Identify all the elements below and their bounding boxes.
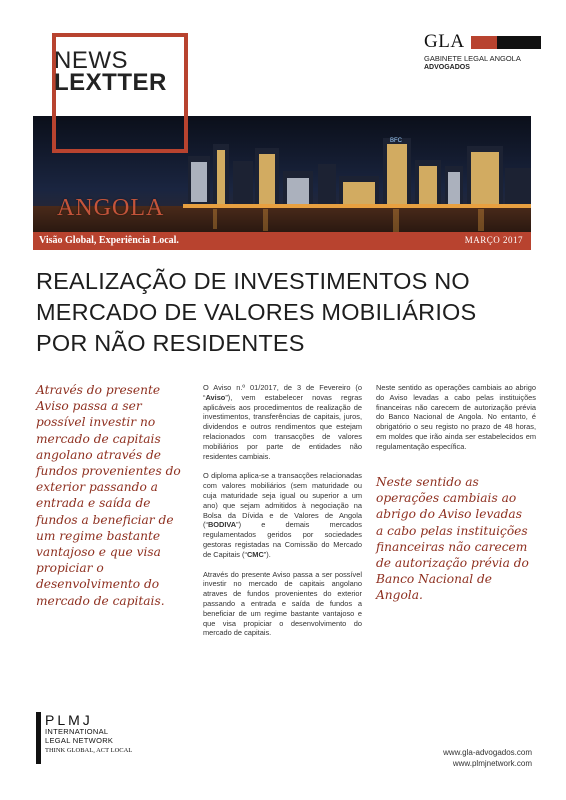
body-paragraph: Através do presente Aviso passa a ser possível investir no mercado de capitais angolano atraves de fundos provenientes do exterior passando a entrada e saída de fundos a beneficiar de um regime bastante vantajoso e que visa propiciar o desenvolvimento do mercado de capitais.: [203, 569, 362, 638]
plmj-sub1: INTERNATIONAL: [45, 727, 109, 736]
title-line: POR NÃO RESIDENTES: [36, 330, 305, 356]
title-line: REALIZAÇÃO DE INVESTIMENTOS NO: [36, 268, 470, 294]
body-paragraph: O diploma aplica-se a transacções relacionadas com valores mobiliários (sem maturidade ou cuja maturidade seja igual ou superior a um ano) que sejam admitidos à negociação na Bolsa da Dívida e de Valores de Angola (“BODIVA”) e demais mercados regulamentados geridos por sociedades gestoras registadas na Comissão do Mercado de Capitais (“CMC”).: [203, 471, 362, 559]
firm-logo: [424, 31, 534, 72]
plmj-logo-bar: [36, 712, 41, 764]
firm-logo-bar: [471, 36, 541, 49]
footer-links: [443, 747, 532, 769]
body-column-2: [203, 383, 362, 648]
plmj-tagline: THINK GLOBAL, ACT LOCAL: [45, 747, 133, 754]
link-plmj[interactable]: www.plmjnetwork.com: [452, 759, 532, 768]
body-paragraph: Neste sentido as operações cambiais ao abrigo do Aviso levadas a cabo pelas instituições financeiras não carecem de autorização prévia do Banco Nacional de Angola. No entanto, é obrigatório o seu registo no prazo de 48 horas, em moldes que irão ainda ser estabelecidos em regulamentação específica.: [376, 383, 536, 451]
body-paragraph: O Aviso n.º 01/2017, de 3 de Fevereiro (o “Aviso”), vem estabelecer novas regras aplicáveis aos procedimentos de realização de investimentos, transferências de capitais, juros, dividendos e outros rendimentos que estejam relacionados com transacções de valores mobiliários por parte de entidades não residentes cambiais.: [203, 383, 362, 461]
masthead-line2: LEXTTER: [54, 69, 167, 96]
building-sign: BFC: [390, 138, 402, 144]
banner-tagline: Visão Global, Experiência Local.: [39, 235, 179, 246]
masthead-line1: NEWS: [54, 47, 128, 74]
masthead-title: [54, 47, 167, 96]
plmj-sub2: LEGAL NETWORK: [45, 735, 114, 745]
link-gla[interactable]: www.gla-advogados.com: [443, 748, 532, 757]
plmj-name: PLMJ: [45, 712, 93, 728]
title-line: MERCADO DE VALORES MOBILIÁRIOS: [36, 299, 477, 325]
pull-quote: Neste sentido as operações cambiais ao abrigo do Aviso levadas a cabo pelas instituições financeiras não carecem de autorização prévia do Banco Nacional de Angola.: [376, 475, 529, 603]
firm-name: GABINETE LEGAL ANGOLA: [424, 54, 521, 63]
body-column-3: [376, 383, 536, 452]
banner-country: ANGOLA: [57, 195, 165, 221]
article-title: [36, 266, 536, 359]
lead-paragraph: Através do presente Aviso passa a ser possível investir no mercado de capitais angolano através de fundos provenientes do exterior passando a entrada e saída de fundos a beneficiar de um regime bastante vantajoso e que visa propiciar o desenvolvimento do mercado de capitais.: [36, 383, 181, 608]
firm-sub: ADVOGADOS: [424, 64, 470, 71]
plmj-logo: [36, 712, 132, 764]
issue-date: MARÇO 2017: [464, 235, 523, 245]
firm-abbr: GLA: [424, 31, 465, 52]
